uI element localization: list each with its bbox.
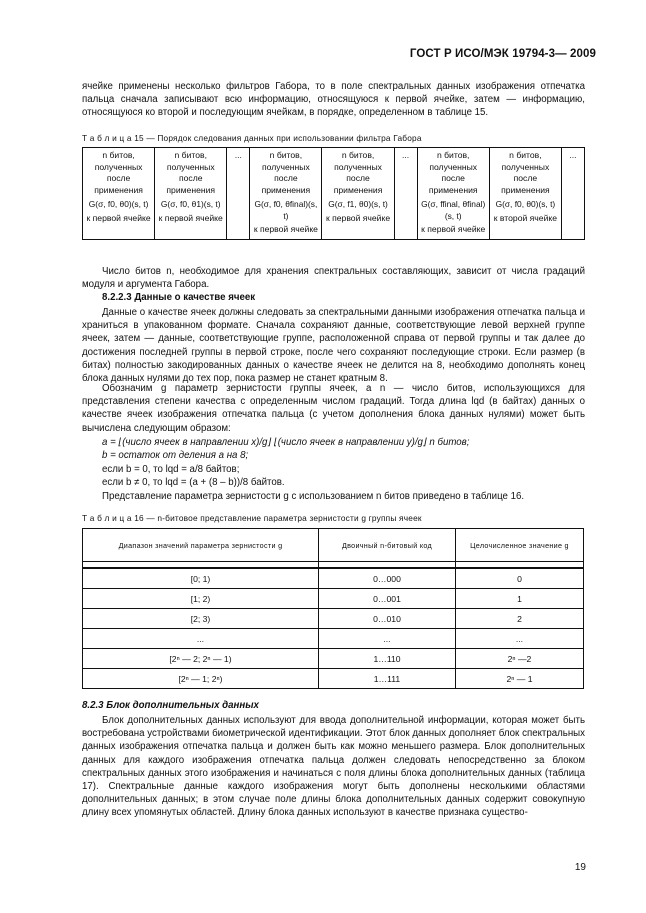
table15-cell-5: [322, 148, 394, 240]
cell-integer: 2ⁿ — 1: [456, 669, 584, 689]
table-16: [82, 528, 584, 689]
table-row: [83, 148, 585, 240]
cell-integer: 2: [456, 609, 584, 629]
table15-cell-8: [489, 148, 561, 240]
cell-tail: к первой ячейке: [158, 212, 223, 223]
table15-cell-7: [417, 148, 489, 240]
cell-text: n битов, полученных после применения: [428, 150, 478, 195]
cell-text: n битов, полученных после применения: [501, 150, 550, 195]
cell-binary: 0…010: [319, 609, 456, 629]
cell-binary: 1…111: [319, 669, 456, 689]
formula-b: b = остаток от деления a на 8;: [102, 450, 249, 461]
section-8-2-3-heading: 8.2.3 Блок дополнительных данных: [82, 700, 259, 711]
gabor-formula: G(σ, ffinal, θfinal)(s, t): [421, 199, 486, 221]
table16-caption: Т а б л и ц а 16 — n-битовое представление параметра зернистости g группы ячеек: [82, 513, 422, 523]
header-range: Диапазон значений параметра зернистости g: [83, 529, 319, 562]
cell-tail: к второй ячейке: [493, 212, 558, 223]
cell-tail: к первой ячейке: [86, 212, 151, 223]
cell-integer: 2ⁿ —2: [456, 649, 584, 669]
gabor-formula: G(σ, f1, θ0)(s, t): [328, 199, 388, 209]
table-15: [82, 147, 585, 240]
cell-binary: 1…110: [319, 649, 456, 669]
table-header-row: [83, 529, 584, 562]
extra-data-paragraph: Блок дополнительных данных используют для ввода дополнительной информации, которая может быть востребована устройствами биометрической идентификации. Этот блок данных дополняет блок спектральных данных изображения отпечатка пальца и должен быть как можно меньшего размера. Блок дополнительных данных для каждого изображения отпечатка пальца должен следовать непосредственно за блоком спектральных данных этого изображения и начинаться с поля длины блока дополнительных данных (таблица 17). Спектральные данные каждого изображения могут быть дополнены несколькими областями дополнительных данных; в этом случае поле длины блока дополнительных данных содержит совокупную длину всех упомянутых областей. Длину блока данных используют в качестве признака существо-: [82, 715, 585, 819]
cell-integer: ...: [456, 629, 584, 649]
gabor-formula: G(σ, f0, θ0)(s, t): [88, 199, 149, 209]
intro-paragraph: ячейке применены несколько фильтров Габора, то в поле спектральных данных изображения отпечатка пальца сначала записывают всю информацию, относящуюся к первой ячейке, затем — информацию, относящуюся ко второй и последующим ячейкам, в порядке, определенном в таблице 15.: [82, 81, 585, 119]
cell-tail: к первой ячейке: [253, 224, 318, 234]
cell-integer: 1: [456, 589, 584, 609]
cell-tail: к первой ячейке: [421, 224, 486, 234]
cell-integer: 0: [456, 568, 584, 589]
cell-text: n битов, полученных после применения: [333, 150, 383, 195]
cell-text: n битов, полученных после применения: [94, 150, 143, 195]
section-8-2-2-3-heading: 8.2.2.3 Данные о качестве ячеек: [102, 292, 256, 303]
formula-a: a = ⌊(число ячеек в направлении x)/g⌋ ⌊(число ячеек в направлении y)/g⌋ n битов;: [102, 437, 470, 448]
formula-b-nonzero: если b ≠ 0, то lqd = (a + (8 – b))/8 байтов.: [102, 477, 285, 488]
table15-ellipsis: ...: [562, 148, 585, 240]
bits-paragraph: Число битов n, необходимое для хранения спектральных составляющих, зависит от числа градаций модуля и аргумента Габора.: [82, 266, 585, 291]
cell-range: [1; 2): [83, 589, 319, 609]
cell-range: [2ⁿ — 2; 2ⁿ — 1): [83, 649, 319, 669]
table15-caption: Т а б л и ц а 15 — Порядок следования данных при использовании фильтра Габора: [82, 133, 422, 143]
cell-tail: к первой ячейке: [325, 212, 391, 223]
table-row: [83, 669, 584, 689]
table16-reference: Представление параметра зернистости g с использованием n битов приведено в таблице 16.: [102, 491, 525, 502]
document-header: ГОСТ Р ИСО/МЭК 19794-3— 2009: [409, 48, 596, 60]
cell-range: ...: [83, 629, 319, 649]
gabor-formula: G(σ, f0, θ0)(s, t): [495, 199, 556, 209]
cell-binary: ...: [319, 629, 456, 649]
table-row: [83, 589, 584, 609]
cell-range: [2; 3): [83, 609, 319, 629]
gabor-formula: G(σ, f0, θ1)(s, t): [160, 199, 221, 209]
granularity-paragraph: Обозначим g параметр зернистости группы ячеек, а n — число битов, использующихся для представления степени качества с определенным числом градаций. Тогда длина lqd (в байтах) данных о качестве ячеек изображения отпечатка пальца (с учетом дополнения блока данных нулями) может быть вычислена следующим образом:: [82, 383, 585, 434]
table-row: [83, 609, 584, 629]
table15-ellipsis: ...: [227, 148, 250, 240]
quality-paragraph: Данные о качестве ячеек должны следовать за спектральными данными изображения отпечатка пальца и храниться в упакованном формате. Сначала сохраняют данные, соответствующие левой верхней группе ячеек, затем — данные, соответствующие группе, расположенной справа от первой группы и так далее до достижения последней группы в первой строке, после чего сохраняют последующие строки. Если размер (в битах) полностью закодированных данных о качестве ячеек не делится на 8, необходимо дополнять конец блока данных нулями до тех пор, пока размер не станет кратным 8.: [82, 307, 585, 385]
table-row: [83, 649, 584, 669]
table-row: [83, 629, 584, 649]
cell-binary: 0…000: [319, 568, 456, 589]
table15-cell-2: [155, 148, 227, 240]
cell-range: [0; 1): [83, 568, 319, 589]
header-integer: Целочисленное значение g: [456, 529, 584, 562]
table15-cell-1: [83, 148, 155, 240]
cell-range: [2ⁿ — 1; 2ⁿ): [83, 669, 319, 689]
table15-ellipsis: ...: [394, 148, 417, 240]
formula-b-zero: если b = 0, то lqd = a/8 байтов;: [102, 464, 240, 475]
cell-text: n битов, полученных после применения: [166, 150, 216, 195]
header-binary: Двоичный n-битовый код: [319, 529, 456, 562]
cell-binary: 0…001: [319, 589, 456, 609]
table15-cell-4: [250, 148, 322, 240]
table-row: [83, 568, 584, 589]
page-number: 19: [574, 862, 586, 873]
cell-text: n битов, полученных после применения: [261, 150, 311, 195]
gabor-formula: G(σ, f0, θfinal)(s, t): [254, 199, 318, 221]
